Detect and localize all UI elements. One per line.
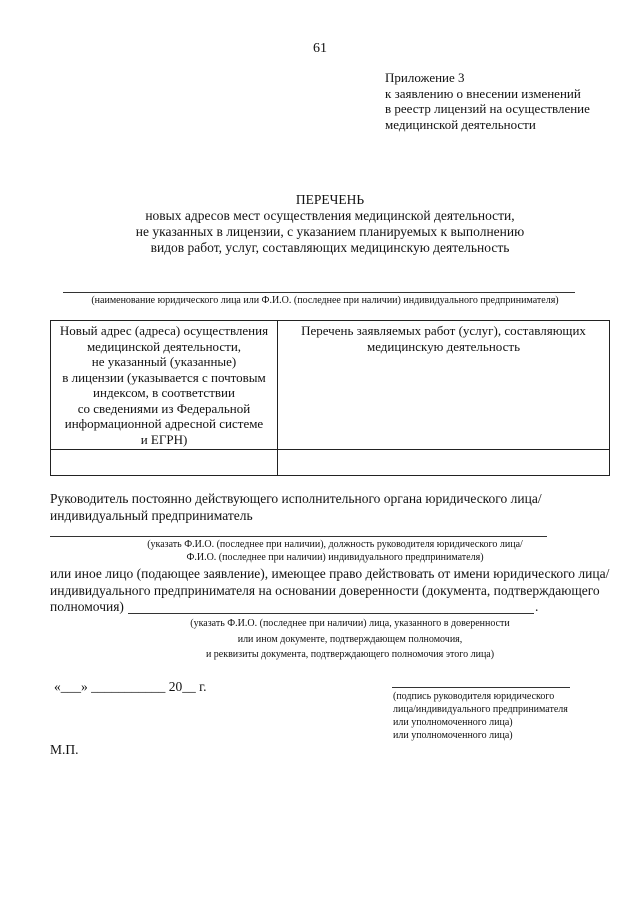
date-line: «___» ___________ 20__ г.	[54, 679, 207, 694]
other-person-text: или иное лицо (подающее заявление), имеющее право действовать от имени юридического лица/ индивидуального предпринимателя на основании доверенности (документа, подтверждающего	[50, 566, 610, 598]
document-subtitle-line: новых адресов мест осуществления медицинской деятельности,	[145, 208, 515, 223]
appendix-line: медицинской деятельности	[385, 116, 536, 132]
powers-line	[128, 613, 534, 614]
appendix-line: Приложение 3	[385, 70, 465, 85]
powers-caption: (указать Ф.И.О. (последнее при наличии) лица, указанного в доверенности или ином документе, подтверждающем полномочия, и реквизиты документа, подтверждающего полномочия этого лица)	[190, 618, 510, 660]
signature-caption: (подпись руководителя юридического лица/индивидуального предпринимателя или уполномоченного лица) или уполномоченного лица)	[393, 691, 568, 741]
document-title: ПЕРЕЧЕНЬ	[295, 192, 365, 207]
org-name-line	[63, 292, 575, 293]
appendix-line: в реестр лицензий на осуществление	[385, 101, 590, 116]
head-name-line	[50, 536, 547, 537]
head-caption: (указать Ф.И.О. (последнее при наличии), должность руководителя юридического лица/ Ф.И.О. (последнее при наличии) индивидуального предпринимателя)	[147, 539, 523, 563]
table-row	[51, 450, 610, 476]
signature-line	[392, 687, 570, 688]
stamp-label: М.П.	[50, 742, 79, 757]
address-cell	[51, 450, 278, 476]
document-subtitle-line: видов работ, услуг, составляющих медицинскую деятельность	[150, 240, 510, 255]
addresses-table	[50, 320, 610, 476]
document-title-block	[80, 192, 580, 256]
powers-end: .	[535, 599, 539, 614]
services-column-header: Перечень заявляемых работ (услуг), составляющих медицинскую деятельность	[278, 321, 610, 450]
services-cell	[278, 450, 610, 476]
table-header-row	[51, 321, 610, 450]
powers-label: полномочия)	[50, 599, 124, 614]
appendix-heading	[385, 70, 590, 132]
head-label: Руководитель постоянно действующего исполнительного органа юридического лица/ индивидуальный предприниматель	[50, 491, 542, 523]
appendix-line: к заявлению о внесении изменений	[385, 85, 581, 101]
page-number: 61	[313, 41, 327, 56]
document-subtitle-line: не указанных в лицензии, с указанием планируемых к выполнению	[135, 224, 525, 239]
org-name-caption: (наименование юридического лица или Ф.И.О. (последнее при наличии) индивидуального предпринимателя)	[91, 295, 559, 306]
address-column-header: Новый адрес (адреса) осуществления медицинской деятельности, не указанный (указанные) в лицензии (указывается с почтовым индексом, в соответствии со сведениями из Федеральной информационной адресной системе и ЕГРН)	[51, 321, 278, 450]
